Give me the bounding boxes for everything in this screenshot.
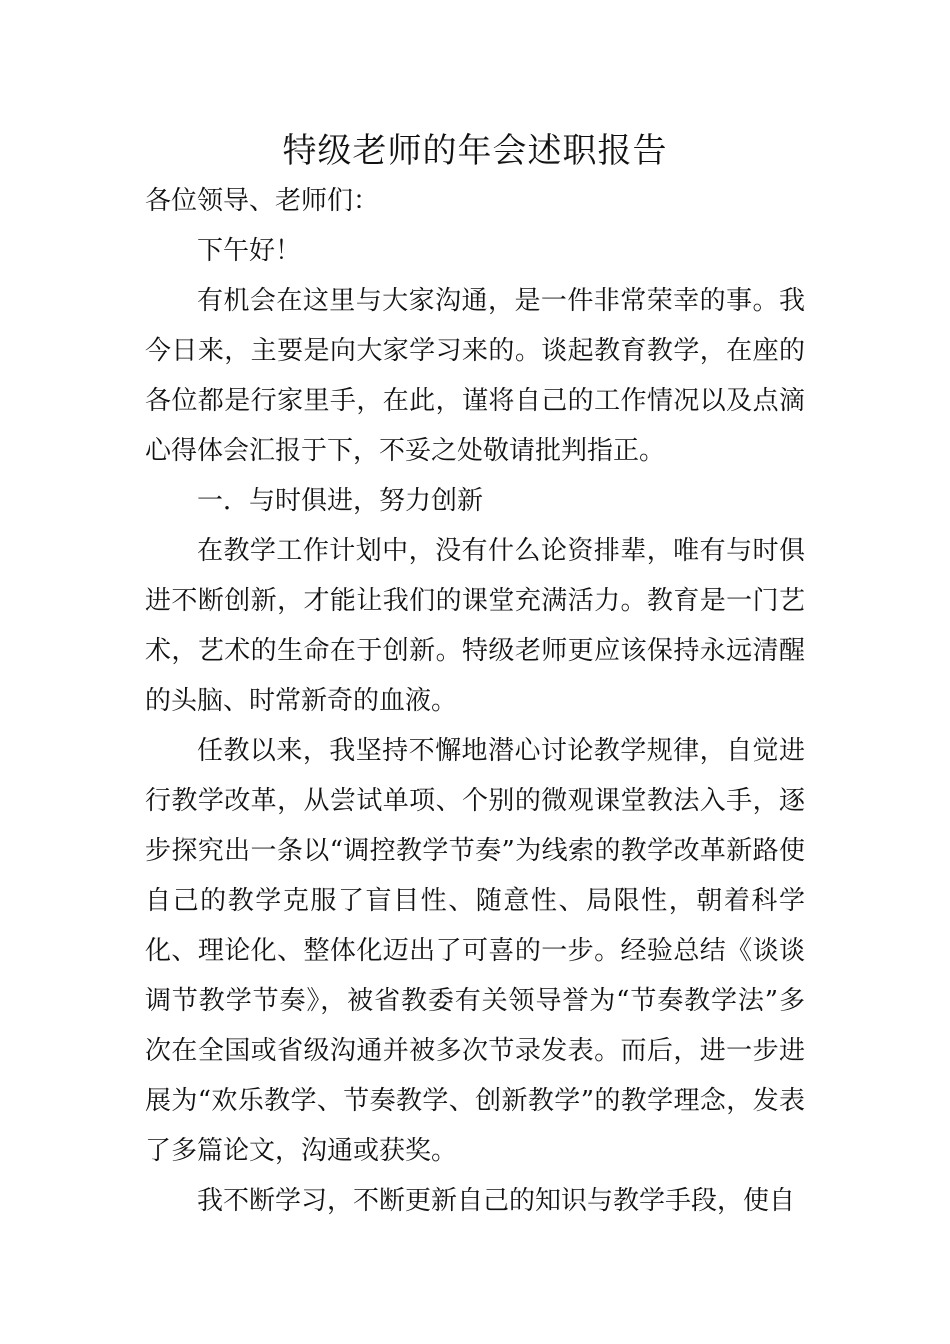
document-body bbox=[145, 176, 805, 1226]
salutation: 各位领导、老师们： bbox=[145, 186, 380, 216]
document-title: 特级老师的年会述职报告 bbox=[282, 131, 668, 171]
section-heading-1: 一．与时俱进，努力创新 bbox=[197, 486, 484, 516]
paragraph-reform: 任教以来，我坚持不懈地潜心讨论教学规律，自觉进行教学改革，从尝试单项、个别的微观课堂教法入手，逐步探究出一条以“调控教学节奏”为线索的教学改革新路使自己的教学克服了盲目性、随意性、局限性，朝着科学化、理论化、整体化迈出了可喜的一步。经验总结《谈谈调节教学节奏》，被省教委有关领导誉为“节奏教学法”多次在全国或省级沟通并被多次节录发表。而后，进一步进展为“欢乐教学、节奏教学、创新教学”的教学理念，发表了多篇论文，沟通或获奖。 bbox=[145, 736, 805, 1166]
paragraph-intro: 有机会在这里与大家沟通，是一件非常荣幸的事。我今日来，主要是向大家学习来的。谈起教育教学，在座的各位都是行家里手，在此，谨将自己的工作情况以及点滴心得体会汇报于下，不妥之处敬请批判指正。 bbox=[145, 286, 805, 466]
paragraph-innovation: 在教学工作计划中，没有什么论资排辈，唯有与时俱进不断创新，才能让我们的课堂充满活力。教育是一门艺术，艺术的生命在于创新。特级老师更应该保持永远清醒的头脑、时常新奇的血液。 bbox=[145, 536, 805, 716]
paragraph-greeting: 下午好！ bbox=[197, 236, 302, 266]
paragraph-learning: 我不断学习，不断更新自己的知识与教学手段，使自 bbox=[197, 1186, 796, 1216]
